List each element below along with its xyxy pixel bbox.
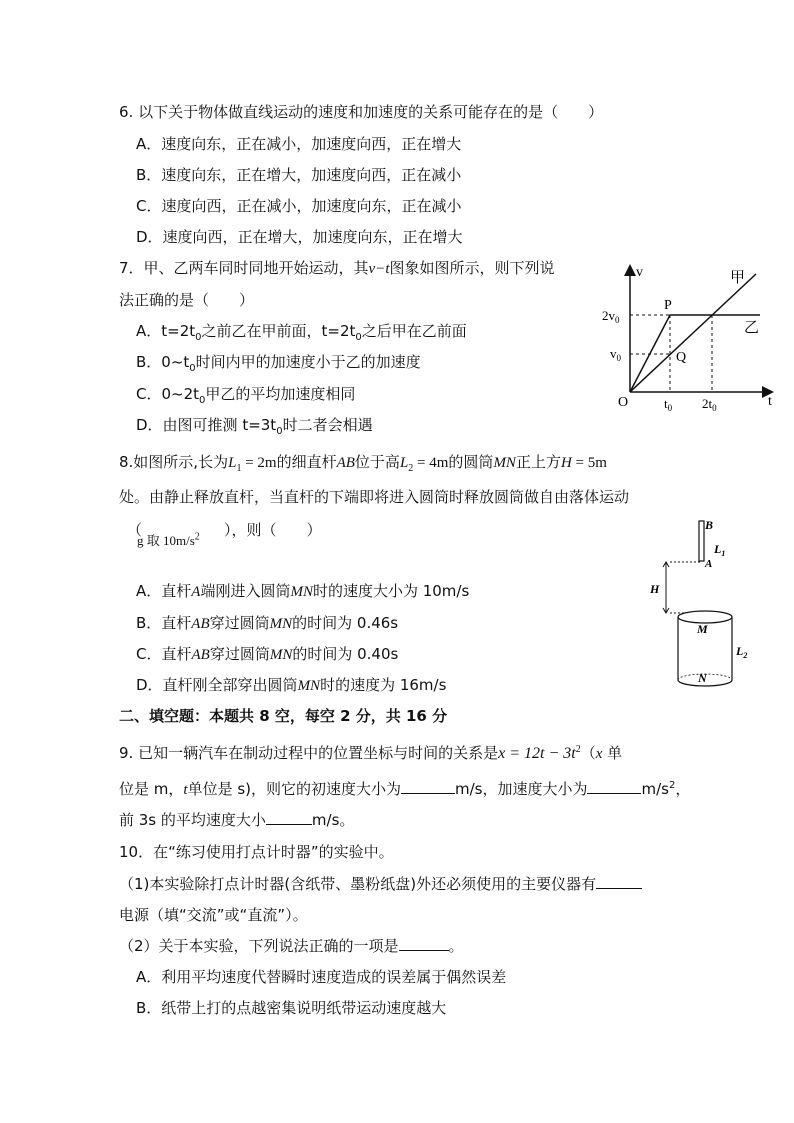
rod-cylinder-figure xyxy=(640,515,760,690)
tick-v0: $v_0$ xyxy=(610,346,621,363)
q9-line3: 前 3s 的平均速度大小 m/s。 xyxy=(119,811,355,829)
jia-line xyxy=(630,274,756,392)
q6-option-a: A．速度向东，正在减小，加速度向西，正在增大 xyxy=(136,135,462,153)
jia-label: 甲 xyxy=(730,270,746,286)
q9-line1: 9. 已知一辆汽车在制动过程中的位置坐标与时间的关系是$x = 12t - 3t^2(x$ 单 xyxy=(119,744,623,762)
svg-text:M: M xyxy=(697,622,708,636)
rod-ab xyxy=(699,521,704,561)
yi-line xyxy=(630,315,760,392)
q8-option-d: D．直杆刚全部穿出圆筒MN时的速度为 16m/s xyxy=(136,676,447,694)
q6-stem: 6. 以下关于物体做直线运动的速度和加速度的关系可能存在的是（ ） xyxy=(119,103,604,121)
q8-option-c: C．直杆AB穿过圆筒MN的时间为 0.40s xyxy=(136,645,399,663)
tick-t0: $t_0$ xyxy=(664,396,673,412)
origin-label: O xyxy=(618,395,629,410)
svg-text:N: N xyxy=(698,671,707,685)
q7-stem-line2: 法正确的是（ ） xyxy=(119,291,255,309)
q8-option-b: B．直杆AB穿过圆筒MN的时间为 0.46s xyxy=(136,614,399,632)
q9-blank-average-velocity[interactable] xyxy=(266,810,312,825)
q8-gravity: g 取 $10m/s^2$ xyxy=(137,531,200,548)
q10-stem: 10．在“练习使用打点计时器”的实验中。 xyxy=(119,843,394,861)
q9-line2: 位是 m，t单位是 s)，则它的初速度大小为 m/s，加速度大小为 $m/s^2$， xyxy=(119,780,691,798)
q10-blank-power-supply[interactable] xyxy=(596,874,642,889)
svg-text:B: B xyxy=(705,518,714,532)
vt-graph xyxy=(598,262,780,412)
svg-text:L1: $L_1$ xyxy=(714,542,726,558)
point-q-label: Q xyxy=(676,350,687,365)
q6-option-d: D．速度向西，正在增大，加速度向东，正在增大 xyxy=(136,228,463,246)
q8-stem-line3: （ xyxy=(127,521,143,539)
v-axis-label: v xyxy=(636,265,643,280)
q8-stem-close: ），则（ ） xyxy=(224,521,322,539)
q9-blank-acceleration[interactable] xyxy=(587,779,641,794)
q10-part1-line2: 电源（填“交流”或“直流”）。 xyxy=(119,906,308,924)
yi-label: 乙 xyxy=(744,320,760,336)
q10-blank-correct-option[interactable] xyxy=(399,936,449,951)
q8-stem-line2: 处。由静止释放直杆，当直杆的下端即将进入圆筒时释放圆筒做自由落体运动 xyxy=(119,488,630,506)
q10-part1-line1: （1)本实验除打点计时器(含纸带、墨粉纸盘)外还必须使用的主要仪器有 xyxy=(119,874,642,894)
q7-option-b: B．$0\sim t_0$时间内甲的加速度小于乙的加速度 xyxy=(136,353,421,374)
tick-2t0: $2t_0$ xyxy=(702,396,717,412)
section-2-title: 二、填空题：本题共 8 空，每空 2 分，共 16 分 xyxy=(119,707,448,725)
q8-stem-line1: 8.如图所示,长为$L_1 = 2m$的细直杆AB位于高$L_2 = 4m$的圆筒MN正上方H = 5m xyxy=(119,453,607,474)
q10-option-b: B．纸带上打的点越密集说明纸带运动速度越大 xyxy=(136,999,447,1017)
q7-stem-line1: 7．甲、乙两车同时同地开始运动，其v−t图象如图所示，则下列说 xyxy=(119,259,555,277)
q6-option-b: B．速度向东，正在增大，加速度向西，正在减小 xyxy=(136,166,462,184)
t-axis-label: t xyxy=(768,394,772,409)
q10-option-a: A．利用平均速度代替瞬时速度造成的误差属于偶然误差 xyxy=(136,968,507,986)
q6-option-c: C．速度向西，正在减小，加速度向东，正在减小 xyxy=(136,197,462,215)
tick-2v0: $2v_0$ xyxy=(602,308,620,325)
q9-blank-initial-velocity[interactable] xyxy=(401,779,455,794)
q7-option-c: C．$0\sim 2t_0$甲乙的平均加速度相同 xyxy=(136,385,356,406)
q7-option-a: A．$t=2t_0$之前乙在甲前面，$t=2t_0$之后甲在乙前面 xyxy=(136,322,467,343)
point-p-label: P xyxy=(664,298,672,313)
svg-text:H: H xyxy=(650,582,660,596)
q10-part2: （2）关于本实验，下列说法正确的一项是 。 xyxy=(119,937,464,955)
q7-option-d: D．由图可推测 $t=3t_0$时二者会相遇 xyxy=(136,416,373,437)
svg-text:L2: $L_2$ xyxy=(736,644,748,660)
q8-option-a: A．直杆A端刚进入圆筒MN时的速度大小为 10m/s xyxy=(136,582,470,600)
svg-text:A: A xyxy=(705,558,713,570)
